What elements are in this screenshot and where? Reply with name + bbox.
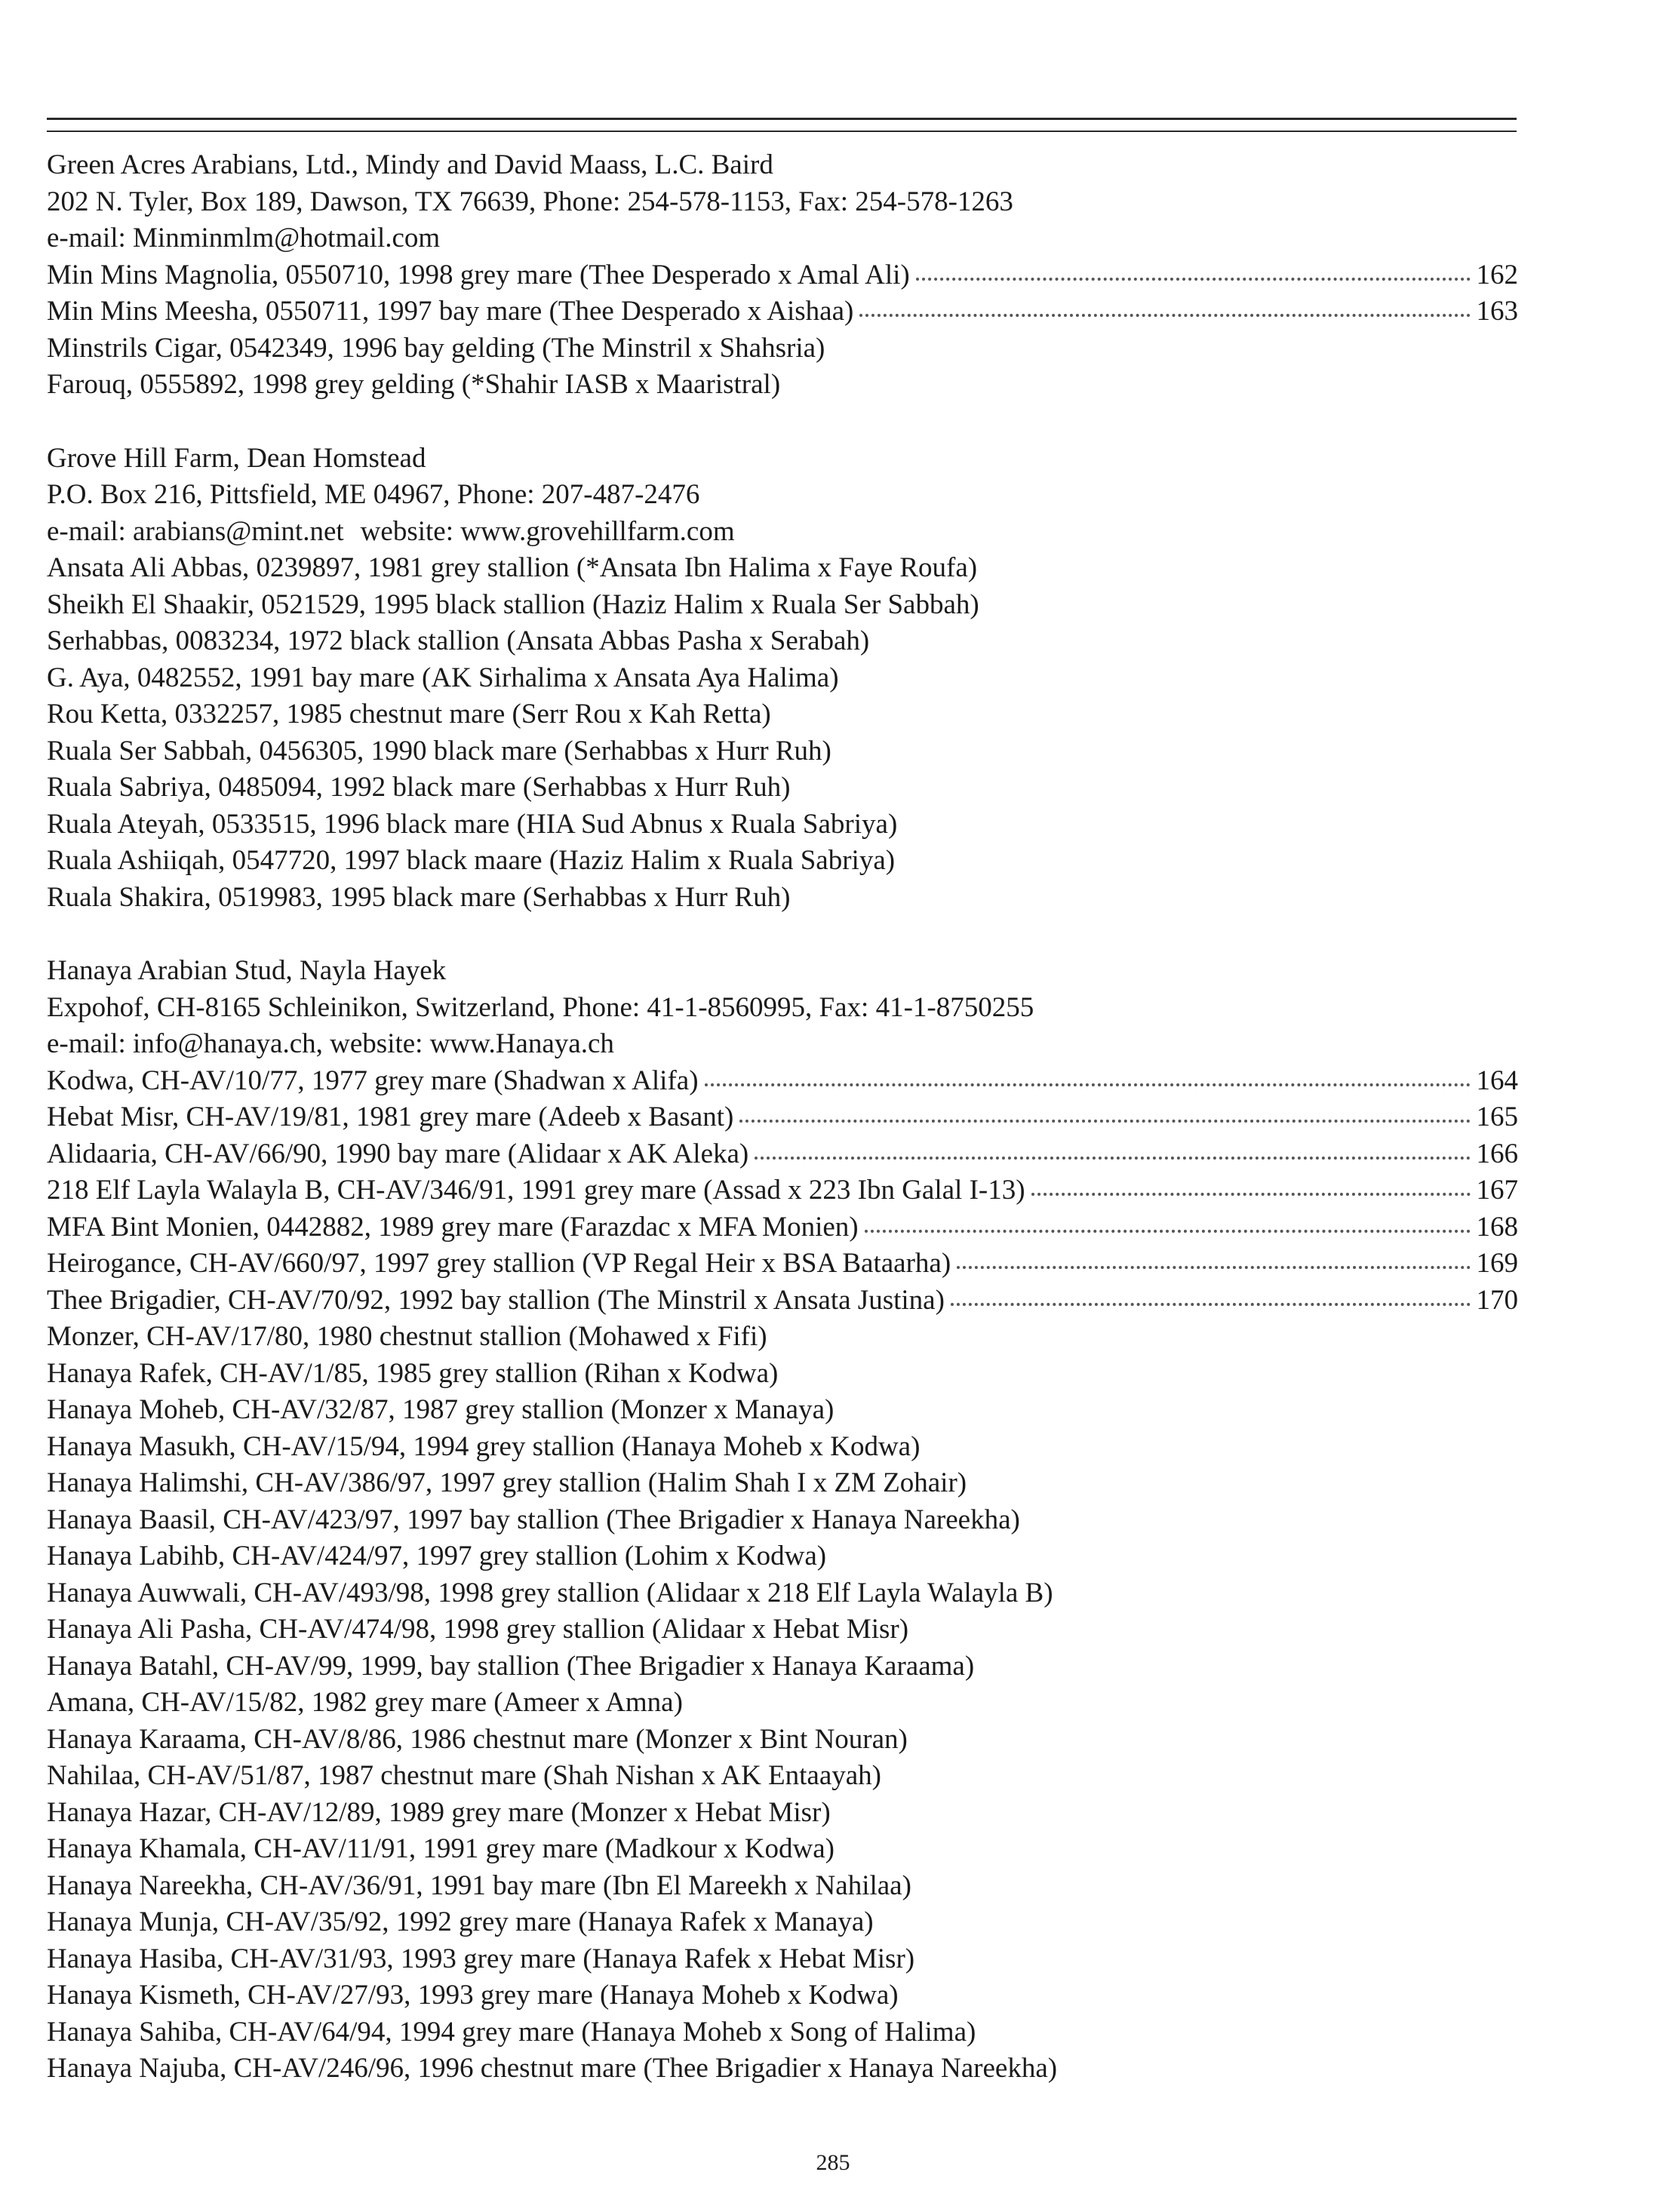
horse-entry: Kodwa, CH-AV/10/77, 1977 grey mare (Shadwan x Alifa) 164 — [47, 1063, 1518, 1100]
farm-address: Expohof, CH-8165 Schleinikon, Switzerland, Phone: 41-1-8560995, Fax: 41-1-8750255 — [47, 991, 1034, 1023]
farm-section-green-acres — [47, 147, 1518, 404]
dot-leader — [951, 1303, 1471, 1306]
horse-entry: Hanaya Ali Pasha, CH-AV/474/98, 1998 grey stallion (Alidaar x Hebat Misr) — [47, 1614, 909, 1645]
page-ref: 168 — [1476, 1211, 1518, 1243]
horse-entry: Hanaya Auwwali, CH-AV/493/98, 1998 grey stallion (Alidaar x 218 Elf Layla Walayla B) — [47, 1577, 1053, 1608]
horse-entry: Min Mins Magnolia, 0550710, 1998 grey mare (Thee Desperado x Amal Ali) 162 — [47, 257, 1518, 294]
horse-entry: Farouq, 0555892, 1998 grey gelding (*Shahir IASB x Maaristral) — [47, 369, 781, 400]
header-rule-thick — [47, 118, 1517, 120]
page-ref: 167 — [1476, 1175, 1518, 1206]
horse-entry: Min Mins Meesha, 0550711, 1997 bay mare (Thee Desperado x Aishaa) 163 — [47, 293, 1518, 330]
horse-entry: Sheikh El Shaakir, 0521529, 1995 black stallion (Haziz Halim x Ruala Ser Sabbah) — [47, 588, 979, 620]
horse-entry: Hanaya Masukh, CH-AV/15/94, 1994 grey stallion (Hanaya Moheb x Kodwa) — [47, 1430, 921, 1462]
page-ref: 169 — [1476, 1248, 1518, 1279]
directory-content — [47, 147, 1518, 2124]
horse-entry: Ruala Ser Sabbah, 0456305, 1990 black mare (Serhabbas x Hurr Ruh) — [47, 735, 831, 767]
page-ref: 164 — [1476, 1065, 1518, 1096]
dot-leader — [705, 1083, 1471, 1086]
horse-entry: Minstrils Cigar, 0542349, 1996 bay gelding (The Minstril x Shahsria) — [47, 332, 825, 364]
farm-contact — [47, 514, 1518, 551]
page-ref: 166 — [1476, 1138, 1518, 1169]
dot-leader — [739, 1120, 1470, 1123]
farm-section-grove-hill — [47, 441, 1518, 917]
farm-name: Green Acres Arabians, Ltd., Mindy and David Maass, L.C. Baird — [47, 149, 773, 180]
page-number: 285 — [816, 2150, 850, 2175]
page-ref: 163 — [1476, 296, 1518, 327]
horse-entry: Hanaya Moheb, CH-AV/32/87, 1987 grey stallion (Monzer x Manaya) — [47, 1394, 835, 1425]
horse-entry: Hanaya Baasil, CH-AV/423/97, 1997 bay stallion (Thee Brigadier x Hanaya Nareekha) — [47, 1504, 1020, 1535]
horse-entry: Hanaya Batahl, CH-AV/99, 1999, bay stallion (Thee Brigadier x Hanaya Karaama) — [47, 1650, 975, 1682]
dot-leader — [865, 1230, 1471, 1233]
horse-entry: Ruala Ashiiqah, 0547720, 1997 black maare (Haziz Halim x Ruala Sabriya) — [47, 845, 896, 876]
farm-email: e-mail: Minminmlm@hotmail.com — [47, 223, 441, 253]
horse-entry: Ruala Shakira, 0519983, 1995 black mare (Serhabbas x Hurr Ruh) — [47, 881, 791, 913]
horse-entry: Amana, CH-AV/15/82, 1982 grey mare (Ameer x Amna) — [47, 1687, 683, 1718]
horse-entry: Hanaya Rafek, CH-AV/1/85, 1985 grey stallion (Rihan x Kodwa) — [47, 1357, 779, 1389]
farm-name: Hanaya Arabian Stud, Nayla Hayek — [47, 955, 447, 986]
horse-entry: Hanaya Sahiba, CH-AV/64/94, 1994 grey mare (Hanaya Moheb x Song of Halima) — [47, 2016, 976, 2048]
horse-entry: Hanaya Hazar, CH-AV/12/89, 1989 grey mare (Monzer x Hebat Misr) — [47, 1796, 831, 1828]
horse-entry: MFA Bint Monien, 0442882, 1989 grey mare (Farazdac x MFA Monien) 168 — [47, 1209, 1518, 1246]
farm-website: website: www.grovehillfarm.com — [360, 515, 735, 547]
horse-entry: Ansata Ali Abbas, 0239897, 1981 grey stallion (*Ansata Ibn Halima x Faye Roufa) — [47, 552, 978, 583]
horse-entry: Serhabbas, 0083234, 1972 black stallion (Ansata Abbas Pasha x Serabah) — [47, 625, 870, 656]
farm-contact: e-mail: info@hanaya.ch, website: www.Hanaya.ch — [47, 1028, 614, 1059]
horse-entry: Rou Ketta, 0332257, 1985 chestnut mare (Serr Rou x Kah Retta) — [47, 699, 771, 730]
farm-email: e-mail: arabians@mint.net — [47, 515, 344, 547]
dot-leader — [755, 1157, 1470, 1160]
dot-leader — [957, 1266, 1470, 1269]
horse-entry: Hanaya Karaama, CH-AV/8/86, 1986 chestnut mare (Monzer x Bint Nouran) — [47, 1723, 908, 1755]
dot-leader — [1031, 1193, 1471, 1196]
horse-entry: Hanaya Munja, CH-AV/35/92, 1992 grey mare (Hanaya Rafek x Manaya) — [47, 1906, 874, 1937]
dot-leader — [859, 314, 1470, 317]
horse-entry: Hanaya Najuba, CH-AV/246/96, 1996 chestnut mare (Thee Brigadier x Hanaya Nareekha) — [47, 2053, 1058, 2084]
horse-entry: 218 Elf Layla Walayla B, CH-AV/346/91, 1991 grey mare (Assad x 223 Ibn Galal I-13) 167 — [47, 1172, 1518, 1209]
horse-entry: Heirogance, CH-AV/660/97, 1997 grey stallion (VP Regal Heir x BSA Bataarha) 169 — [47, 1246, 1518, 1283]
header-rule-thin — [47, 131, 1517, 132]
horse-entry: Nahilaa, CH-AV/51/87, 1987 chestnut mare (Shah Nishan x AK Entaayah) — [47, 1760, 882, 1791]
horse-entry: Hanaya Halimshi, CH-AV/386/97, 1997 grey stallion (Halim Shah I x ZM Zohair) — [47, 1467, 967, 1498]
horse-entry: Hanaya Nareekha, CH-AV/36/91, 1991 bay mare (Ibn El Mareekh x Nahilaa) — [47, 1869, 911, 1901]
horse-entry: Ruala Ateyah, 0533515, 1996 black mare (HIA Sud Abnus x Ruala Sabriya) — [47, 808, 898, 840]
page-ref: 170 — [1476, 1284, 1518, 1316]
farm-name: Grove Hill Farm, Dean Homstead — [47, 442, 426, 474]
page-ref: 162 — [1476, 259, 1518, 290]
horse-entry: Ruala Sabriya, 0485094, 1992 black mare (Serhabbas x Hurr Ruh) — [47, 772, 791, 803]
horse-entry: Alidaaria, CH-AV/66/90, 1990 bay mare (Alidaar x AK Aleka) 166 — [47, 1136, 1518, 1173]
farm-address: 202 N. Tyler, Box 189, Dawson, TX 76639, Phone: 254-578-1153, Fax: 254-578-1263 — [47, 186, 1013, 217]
horse-entry: Hebat Misr, CH-AV/19/81, 1981 grey mare (Adeeb x Basant) 165 — [47, 1099, 1518, 1136]
horse-entry: Thee Brigadier, CH-AV/70/92, 1992 bay stallion (The Minstril x Ansata Justina) 170 — [47, 1283, 1518, 1320]
horse-entry: Hanaya Hasiba, CH-AV/31/93, 1993 grey mare (Hanaya Rafek x Hebat Misr) — [47, 1943, 915, 1974]
page-ref: 165 — [1476, 1101, 1518, 1132]
dot-leader — [916, 278, 1471, 281]
horse-entry: Hanaya Labihb, CH-AV/424/97, 1997 grey stallion (Lohim x Kodwa) — [47, 1541, 827, 1571]
farm-address: P.O. Box 216, Pittsfield, ME 04967, Phone: 207-487-2476 — [47, 479, 700, 510]
horse-entry: Monzer, CH-AV/17/80, 1980 chestnut stallion (Mohawed x Fifi) — [47, 1321, 767, 1352]
horse-entry: G. Aya, 0482552, 1991 bay mare (AK Sirhalima x Ansata Aya Halima) — [47, 662, 839, 693]
farm-section-hanaya — [47, 953, 1518, 2088]
horse-entry: Hanaya Khamala, CH-AV/11/91, 1991 grey mare (Madkour x Kodwa) — [47, 1833, 835, 1864]
horse-entry: Hanaya Kismeth, CH-AV/27/93, 1993 grey mare (Hanaya Moheb x Kodwa) — [47, 1980, 899, 2011]
